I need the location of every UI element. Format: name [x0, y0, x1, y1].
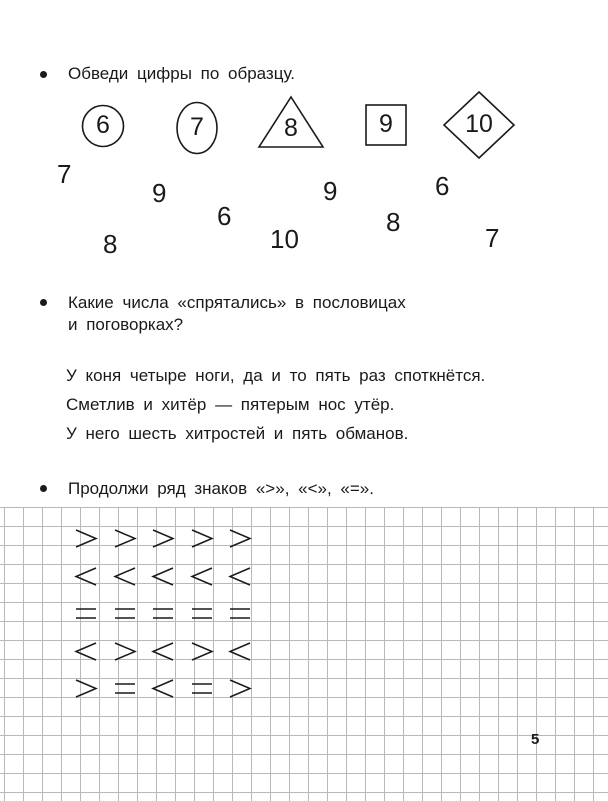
greater-than-sign	[153, 530, 173, 547]
equals-sign	[76, 605, 96, 622]
instruction-hidden-numbers-line2: и поговорках?	[68, 315, 184, 334]
greater-than-sign	[192, 530, 212, 547]
less-than-sign	[153, 643, 173, 660]
greater-than-sign	[230, 530, 250, 547]
scattered-digit: 10	[270, 224, 299, 254]
scattered-digit: 7	[485, 223, 500, 253]
sample-label: 6	[96, 111, 110, 139]
less-than-sign	[230, 568, 250, 585]
sample-label: 8	[284, 114, 298, 142]
proverb: У коня четыре ноги, да и то пять раз споткнётся.	[66, 366, 486, 385]
sample-square-9	[365, 104, 407, 146]
instruction-continue-signs: Продолжи ряд знаков «>», «<», «=».	[68, 479, 374, 498]
greater-than-sign	[115, 643, 135, 660]
sample-label: 9	[379, 110, 393, 138]
sample-triangle-8	[256, 95, 326, 149]
equals-sign	[192, 605, 212, 622]
page-number: 5	[531, 731, 540, 748]
sample-ellipse-7	[175, 101, 219, 155]
equals-sign	[115, 680, 135, 697]
bullet	[40, 299, 47, 306]
less-than-sign	[115, 568, 135, 585]
bullet	[40, 71, 47, 78]
equals-sign	[115, 605, 135, 622]
less-than-sign	[153, 568, 173, 585]
proverb: У него шесть хитростей и пять обманов.	[66, 424, 409, 443]
instruction-trace-digits: Обведи цифры по образцу.	[68, 64, 295, 83]
scattered-digit: 6	[217, 201, 232, 231]
less-than-sign	[192, 568, 212, 585]
sample-label: 10	[465, 110, 493, 138]
proverb: Сметлив и хитёр — пятерым нос утёр.	[66, 395, 395, 414]
scattered-digit: 7	[57, 159, 72, 189]
equals-sign	[153, 605, 173, 622]
less-than-sign	[153, 680, 173, 697]
less-than-sign	[230, 643, 250, 660]
greater-than-sign	[230, 680, 250, 697]
scattered-digit: 8	[386, 207, 401, 237]
greater-than-sign	[192, 643, 212, 660]
greater-than-sign	[115, 530, 135, 547]
equals-sign	[192, 680, 212, 697]
greater-than-sign	[76, 680, 96, 697]
less-than-sign	[76, 568, 96, 585]
scattered-digit: 8	[103, 229, 118, 259]
equals-sign	[230, 605, 250, 622]
sample-diamond-10	[442, 90, 516, 160]
bullet	[40, 485, 47, 492]
scattered-digit: 9	[152, 178, 167, 208]
scattered-digit: 6	[435, 171, 450, 201]
instruction-hidden-numbers-line1: Какие числа «спрятались» в пословицах	[68, 293, 406, 312]
sample-label: 7	[190, 113, 204, 141]
sample-circle-6	[81, 104, 125, 148]
less-than-sign	[76, 643, 96, 660]
greater-than-sign	[76, 530, 96, 547]
scattered-digit: 9	[323, 176, 338, 206]
